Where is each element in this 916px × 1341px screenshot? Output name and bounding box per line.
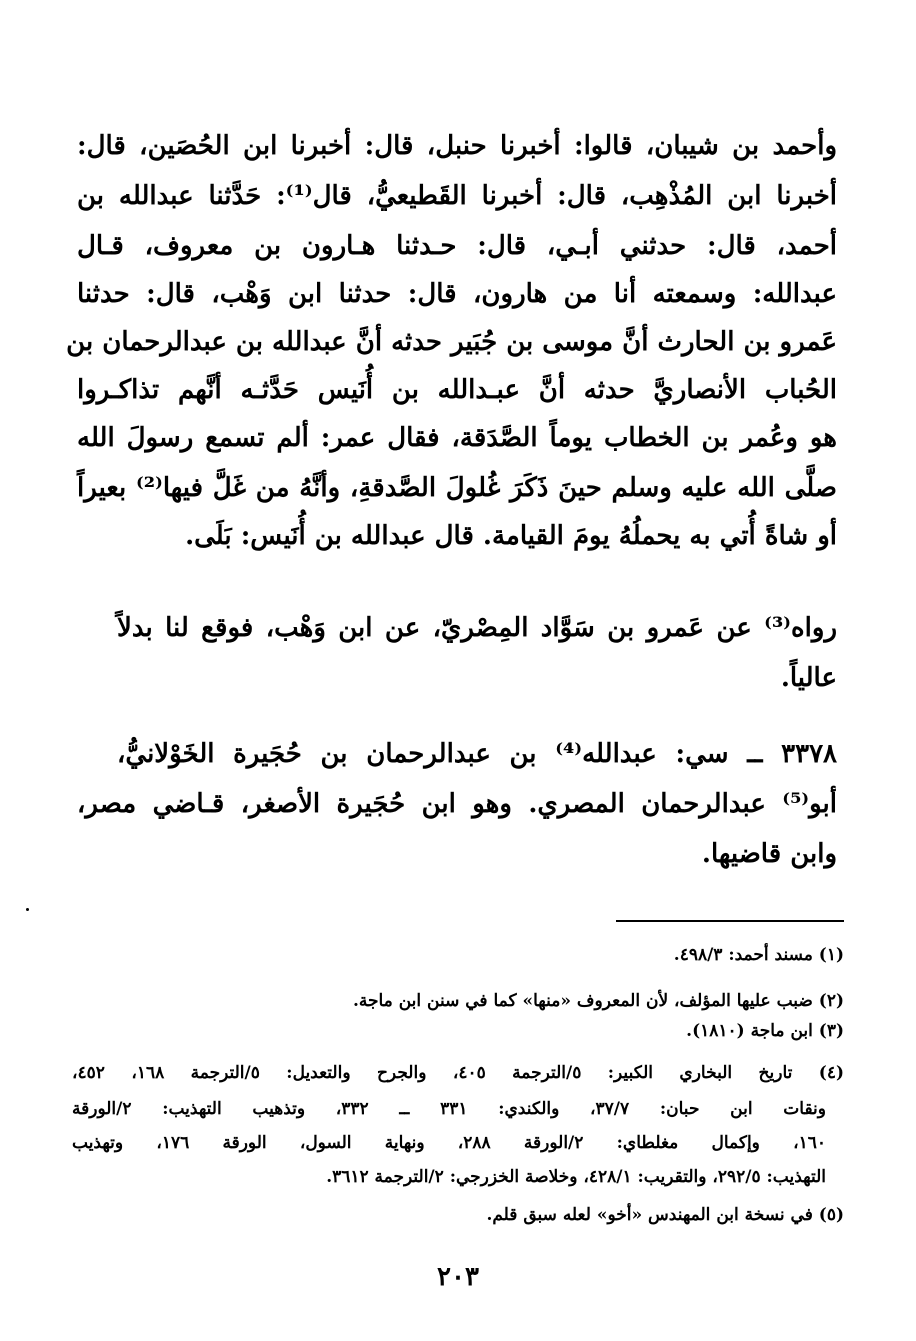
- body-line: أو شاةً أُتي به يحملُهُ يومَ القيامة. قال عبدالله بن أُنَيس: بَلَى.: [185, 521, 837, 551]
- body-line: أبو⁽⁵⁾ عبدالرحمان المصري. وهو ابن حُجَيرة الأصغر، قـاضي مصر،: [77, 789, 837, 819]
- body-line: عبدالله: وسمعته أنا من هارون، قال: حدثنا ابن وَهْب، قال: حدثنا: [77, 279, 837, 309]
- footnote-4-continuation: ١٦٠، وإكمال مغلطاي: ٢/الورقة ٢٨٨، ونهاية السول، الورقة ١٧٦، وتهذيب: [72, 1133, 827, 1153]
- footnote-separator: [616, 920, 844, 922]
- footnote-4: (٤) تاريخ البخاري الكبير: ٥/الترجمة ٤٠٥، والجرح والتعديل: ٥/الترجمة ١٦٨، ٤٥٢،: [72, 1063, 845, 1083]
- footnote-3: (٣) ابن ماجة (١٨١٠).: [686, 1021, 844, 1041]
- footnote-5: (٥) في نسخة ابن المهندس «أخو» لعله سبق قلم.: [486, 1205, 844, 1225]
- body-line: هو وعُمر بن الخطاب يوماً الصَّدَقة، فقال عمر: ألم تسمع رسولَ الله: [77, 423, 837, 453]
- body-line: رواه⁽³⁾ عن عَمرو بن سَوَّاد المِصْريّ، عن ابن وَهْب، فوقع لنا بدلاً: [117, 613, 837, 643]
- body-line: وأحمد بن شيبان، قالوا: أخبرنا حنبل، قال: أخبرنا ابن الحُصَين، قال:: [77, 131, 837, 161]
- footnote-1: (١) مسند أحمد: ٤٩٨/٣.: [673, 945, 844, 965]
- body-line: أخبرنا ابن المُذْهِب، قال: أخبرنا القَطيعيُّ، قال⁽¹⁾: حَدَّثنا عبدالله بن: [77, 181, 837, 211]
- body-line: عَمرو بن الحارث أنَّ موسى بن جُبَير حدثه أنَّ عبدالله بن عبدالرحمان بن: [66, 327, 837, 357]
- body-line: صلَّى الله عليه وسلم حينَ ذَكَرَ غُلولَ الصَّدقةِ، وأنَّهُ من غَلَّ فيها⁽²⁾ بعيراً: [77, 473, 837, 503]
- page-number: ٢٠٣: [437, 1262, 479, 1292]
- footnote-4-continuation: التهذيب: ٢٩٢/٥، والتقريب: ٤٢٨/١، وخلاصة الخزرجي: ٢/الترجمة ٣٦١٢.: [326, 1167, 826, 1187]
- body-line: عالياً.: [780, 663, 837, 693]
- entry-heading-line: ٣٣٧٨ ــ سي: عبدالله⁽⁴⁾ بن عبدالرحمان بن حُجَيرة الخَوْلانيُّ،: [117, 739, 837, 769]
- footnote-4-continuation: ونقات ابن حبان: ٣٧/٧، والكندي: ٣٣١ ــ ٣٣٢، وتذهيب التهذيب: ٢/الورقة: [72, 1099, 826, 1119]
- footnote-2: (٢) ضبب عليها المؤلف، لأن المعروف «منها» كما في سنن ابن ماجة.: [352, 991, 844, 1011]
- scan-speck: [26, 908, 29, 911]
- body-line: الحُباب الأنصاريَّ حدثه أنَّ عبـدالله بن أُنَيس حَدَّثـه أنَّهم تذاكـروا: [77, 375, 837, 405]
- body-line: وابن قاضيها.: [701, 839, 837, 869]
- body-line: أحمد، قال: حدثني أبـي، قال: حـدثنا هـارون بن معروف، قـال: [77, 231, 837, 261]
